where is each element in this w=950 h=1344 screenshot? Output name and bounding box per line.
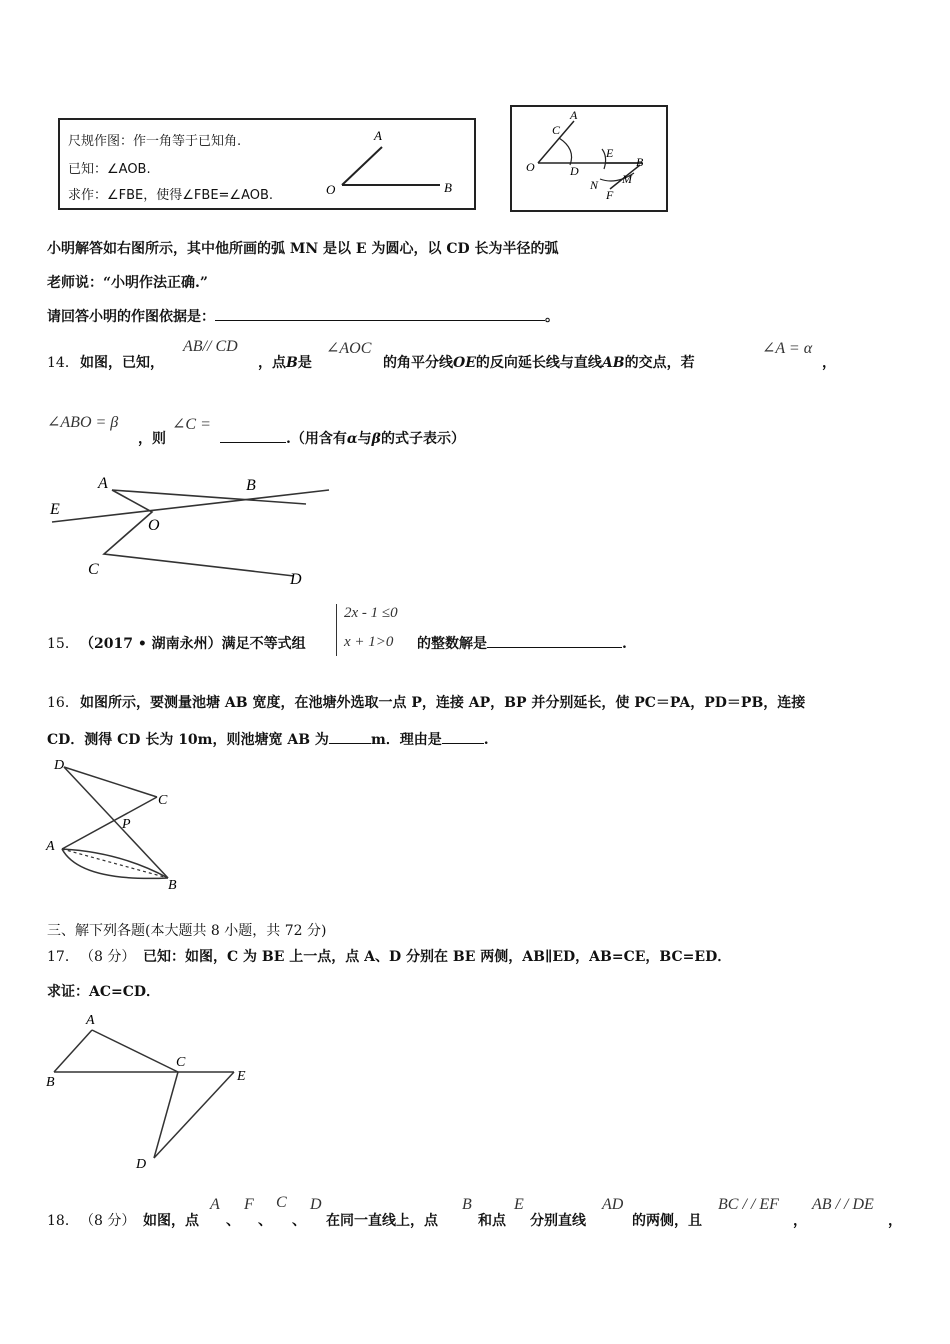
label-c: C	[176, 1055, 186, 1070]
label-a: A	[46, 839, 55, 854]
q17-line-1: 已知：如图，C 为 BE 上一点，点 A、D 分别在 BE 两侧，AB∥ED，AB=CE，BC=ED．	[143, 949, 732, 965]
label-f: F	[606, 188, 614, 202]
inequality-1: 2x - 1 ≤0	[344, 605, 398, 621]
angle-aob-figure	[320, 122, 460, 202]
label-o: O	[148, 517, 160, 534]
var-beta: β	[371, 431, 381, 447]
q14-text-f: 的交点，若	[624, 355, 695, 371]
q13-line-1: 小明解答如右图所示，其中他所画的弧 MN 是以 E 为圆心，以 CD 长为半径的弧	[47, 241, 559, 257]
q14-number: 14．	[47, 355, 79, 371]
q14-text-g: ，	[822, 355, 836, 371]
segment-ca	[62, 797, 157, 849]
q14-text-d	[383, 352, 695, 372]
label-b: B	[46, 1075, 55, 1090]
q18-text-e: 的两侧，且	[632, 1213, 702, 1229]
label-c: C	[158, 793, 168, 808]
q14-line-2-rest	[220, 428, 465, 448]
answer-blank-q16-reason[interactable]	[442, 729, 484, 744]
q14-text-b-span: ，点	[258, 355, 286, 371]
q15-number: 15．	[47, 636, 79, 652]
q17-figure	[44, 1008, 264, 1178]
q18-sep-2: 、	[258, 1213, 272, 1229]
section-3-title: 三、解下列各题(本大题共 8 小题，共 72 分)	[47, 923, 327, 939]
q16-line-2-a: CD．测得 CD 长为 10m，则池塘宽 AB 为	[47, 732, 329, 748]
answer-blank-q15[interactable]	[487, 633, 622, 648]
q15-text-c: .	[622, 636, 627, 652]
q18-line-ad: AD	[602, 1196, 624, 1213]
label-o: O	[526, 160, 535, 174]
label-d: D	[136, 1157, 147, 1172]
q16-line-1: 如图所示，要测量池塘 AB 宽度，在池塘外选取一点 P，连接 AP，BP 并分别延长，使 PC＝PA，PD＝PB，连接	[80, 695, 806, 711]
answer-blank-q13[interactable]	[215, 306, 545, 321]
q18-text-d: 分别直线	[530, 1213, 586, 1229]
var-alpha: α	[346, 431, 358, 447]
q18-text-c: 和点	[478, 1213, 506, 1229]
line-eb	[52, 490, 329, 522]
label-a: A	[86, 1013, 95, 1028]
label-b: B	[444, 180, 452, 195]
label-c: C	[552, 123, 561, 137]
answer-blank-q16-width[interactable]	[329, 729, 371, 744]
ray-oa	[342, 147, 382, 185]
q18-sep-3: 、	[292, 1213, 306, 1229]
label-a: A	[98, 475, 108, 492]
construction-line-3: 求作：∠FBE，使得∠FBE=∠AOB.	[68, 188, 274, 203]
q16-number: 16．	[47, 695, 79, 711]
q16-figure	[40, 752, 200, 897]
q14-math-angle-aoc: ∠AOC	[326, 340, 372, 357]
label-d: D	[570, 164, 579, 178]
label-e: E	[50, 501, 60, 518]
segment-ac	[92, 1030, 178, 1072]
q18-point-c: C	[276, 1194, 287, 1211]
q14-text-i: .（用含有	[286, 431, 347, 447]
q16-line-2-b: m．理由是	[370, 732, 442, 748]
q14-math-angle-c: ∠C =	[172, 416, 211, 433]
q15-text-a: （2017 • 湖南永州）满足不等式组	[80, 636, 306, 652]
q18-comma: ，	[793, 1213, 807, 1229]
q17-points: （8 分）	[80, 949, 136, 965]
label-o: O	[326, 182, 336, 197]
arc-cd	[559, 138, 572, 165]
q18-point-a: A	[210, 1196, 220, 1213]
construction-figure	[512, 107, 662, 206]
q16-line-2-c: .	[483, 732, 489, 748]
var-oe: OE	[453, 355, 476, 371]
label-p: P	[122, 817, 131, 832]
answer-blank-q14[interactable]	[220, 428, 286, 443]
q18-point-b: B	[462, 1196, 472, 1213]
q13-prompt: 请回答小明的作图依据是：	[47, 309, 215, 325]
q16-line-2	[47, 729, 489, 749]
q18-parallel-ab-de: AB / / DE	[812, 1196, 874, 1213]
q14-text-b	[258, 352, 312, 372]
q18-end: ，	[888, 1213, 902, 1229]
q15-text-b-span: 的整数解是	[417, 636, 487, 652]
q14-text-c: 是	[297, 355, 312, 371]
q18-number: 18．	[47, 1213, 79, 1229]
q18-sep-1: 、	[226, 1213, 240, 1229]
q14-text-k: 的式子表示）	[380, 431, 465, 447]
path-a-o-c-d	[104, 490, 294, 576]
construction-line-1: 尺规作图：作一角等于已知角.	[68, 134, 242, 149]
label-b: B	[168, 878, 177, 893]
segment-ab	[54, 1030, 92, 1072]
label-b: B	[636, 155, 644, 169]
q14-figure	[44, 468, 344, 592]
q13-end: 。	[545, 309, 559, 325]
q14-math-parallel: AB// CD	[183, 338, 238, 355]
q17-number: 17．	[47, 949, 79, 965]
inequality-2: x + 1>0	[344, 634, 394, 650]
q15-text-b	[417, 633, 627, 653]
label-c: C	[88, 561, 99, 578]
q18-parallel-bc-ef: BC / / EF	[718, 1196, 779, 1213]
label-e: E	[237, 1069, 246, 1084]
q13-line-2: 老师说：“小明作法正确.”	[47, 275, 208, 291]
q14-math-angle-a: ∠A = α	[762, 340, 813, 357]
label-m: M	[622, 172, 632, 186]
q18-point-d: D	[310, 1196, 322, 1213]
q18-text-b: 在同一直线上，点	[326, 1213, 438, 1229]
q18-points: （8 分）	[80, 1213, 136, 1229]
q14-math-angle-abo: ∠ABO = β	[47, 414, 119, 431]
label-n: N	[590, 178, 599, 192]
q14-text-a: 如图，已知，	[80, 355, 164, 371]
label-e: E	[606, 146, 614, 160]
q17-line-2: 求证：AC=CD．	[47, 984, 161, 1000]
q18-point-e: E	[514, 1196, 524, 1213]
q13-line-3	[47, 306, 559, 326]
q14-text-j: 与	[357, 431, 372, 447]
construction-line-2: 已知：∠AOB.	[68, 162, 151, 177]
label-d: D	[54, 758, 65, 773]
var-ab: AB	[601, 355, 625, 371]
q18-point-f: F	[244, 1196, 254, 1213]
line-ab	[112, 490, 306, 504]
label-a: A	[570, 108, 578, 122]
segment-ab-dashed	[62, 849, 168, 878]
var-b: B	[286, 355, 298, 371]
q14-text-e: 的反向延长线与直线	[475, 355, 602, 371]
q14-text-h: ，则	[138, 431, 166, 447]
label-d: D	[290, 571, 302, 588]
q18-text-a: 如图，点	[143, 1213, 199, 1229]
q14-text-d-span: 的角平分线	[383, 355, 453, 371]
label-a: A	[374, 128, 382, 143]
label-b: B	[246, 477, 256, 494]
